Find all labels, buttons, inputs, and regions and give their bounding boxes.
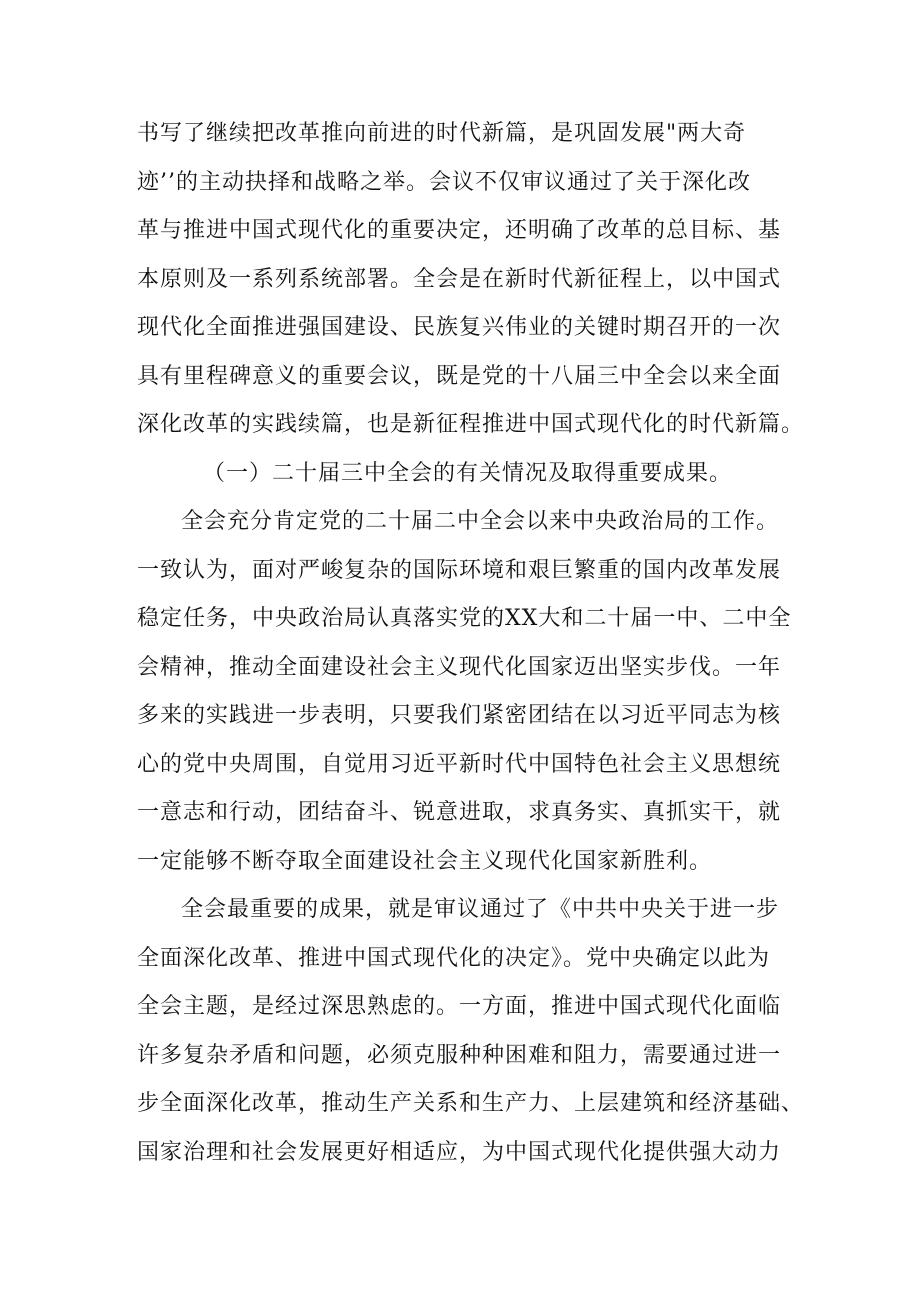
text-line: 步全面深化改革，推动生产关系和生产力、上层建筑和经济基础、 [137,1091,805,1116]
text-line: 会精神，推动全面建设社会主义现代化国家迈出坚实步伐。一年 [137,654,782,680]
paragraph-start-line: 全会充分肯定党的二十届二中全会以来中央政治局的工作。 [181,509,780,534]
text-line: 全面深化改革、推进中国式现代化的决定》。党中央确定以此为 [137,945,771,971]
text-line: 革与推进中国式现代化的重要决定，还明确了改革的总目标、基 [137,218,782,243]
text-line: 稳定任务，中央政治局认真落实党的XX大和二十届一中、二中全 [137,606,792,631]
text-line: 现代化全面推进强国建设、民族复兴伟业的关键时期召开的一次 [137,315,782,340]
text-line: 具有里程碑意义的重要会议，既是党的十八届三中全会以来全面 [137,363,782,389]
text-line: 深化改革的实践续篇，也是新征程推进中国式现代化的时代新篇。 [137,412,805,437]
text-line: 一意志和行动，团结奋斗、锐意进取，求真务实、真抓实干，就 [137,800,782,825]
text-line: 心的党中央周围，自觉用习近平新时代中国特色社会主义思想统 [137,751,782,777]
text-line: 书写了继续把改革推向前进的时代新篇，是巩固发展"两大奇 [137,121,747,146]
text-line: 本原则及一系列系统部署。全会是在新时代新征程上，以中国式 [137,266,782,292]
text-line: 一致认为，面对严峻复杂的国际环境和艰巨繁重的国内改革发展 [137,557,782,583]
text-line: 全会主题，是经过深思熟虑的。一方面，推进中国式现代化面临 [137,994,782,1019]
text-line: 许多复杂矛盾和问题，必须克服种种困难和阻力，需要通过进一 [137,1042,782,1068]
text-line: 迹’’的主动抉择和战略之举。会议不仅审议通过了关于深化改 [137,169,751,195]
document-body [137,110,805,1177]
text-line: 国家治理和社会发展更好相适应，为中国式现代化提供强大动力 [137,1139,782,1165]
text-line: 一定能够不断夺取全面建设社会主义现代化国家新胜利。 [137,848,713,874]
paragraph-start-line: 全会最重要的成果，就是审议通过了《中共中央关于进一步 [181,897,780,922]
text-line: 多来的实践进一步表明，只要我们紧密团结在以习近平同志为核 [137,703,782,728]
section-heading: （一）二十届三中全会的有关情况及取得重要成果。 [203,460,733,486]
